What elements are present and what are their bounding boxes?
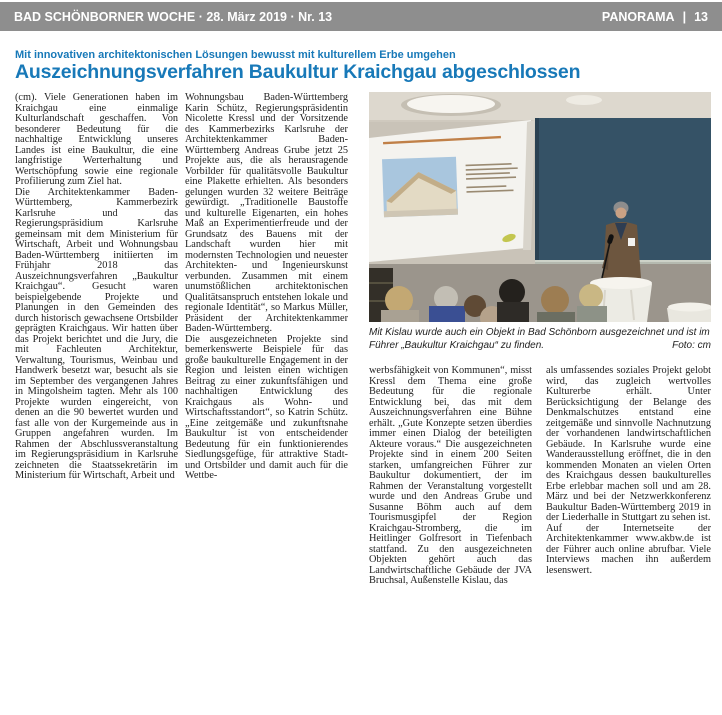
side-table	[667, 303, 711, 323]
paragraph: (cm). Viele Generationen haben im Kraichgau eine einmalige Kulturlandschaft geschaffen. Von besonderer Bedeutung für die nachhaltige Entwicklung unseres Landes ist eine Baukultur, die eine langfristige Werterhaltung und Wertschöpfung sowie eine regionale Profilierung zum Ziel hat.	[15, 92, 178, 187]
text-column-1	[15, 93, 178, 482]
paragraph: Die ausgezeichneten Projekte sind bemerkenswerte Beispiele für das große baukulturelle Engagement in der Region und leisten einen wichtigen Beitrag zu einer zukunftsfähigen und nachhaltigen Entwicklung des Kraichgaus als Wohn- und Wirtschaftsstandort“, so Katrin Schütz. „Eine zeitgemäße und zukunftsnahe Baukultur ist von entscheidender Bedeutung für ein funktionierendes Siedlungsgefüge, für attraktive Stadt- und Ortsbilder und damit auch für die Wettbe-	[185, 333, 348, 481]
header-separator: |	[682, 9, 687, 24]
paragraph: Wohnungsbau Baden-Württemberg Karin Schütz, Regierungspräsidentin Nicolette Kressl und der Vorsitzende des Kammerbezirks Karlsruhe der Architektenkammer Baden-Württemberg Andreas Grube jetzt 25 Projekte aus, die als herausragende Vorbilder für qualitätsvolle Baukultur eine Plakette erhielten. Als besonders gelungen wurden 32 weitere Beiträge gewürdigt. „Traditionelle Baustoffe und kulturelle Eigenarten, ein hohes Maß an Experimentierfreude und der Grundsatz des Bauens mit der Landschaft wurden hier mit modernsten Technologien und neuester Architekten- und Ingenieurskunst verbunden. Zusammen mit einem unumstößlichen architektonischen Qualitätsanspruch entstehen lokale und regionale Identität“, so Markus Müller, Präsident der Architektenkammer Baden-Württemberg.	[185, 92, 348, 334]
text-column-4	[546, 366, 711, 576]
slide-building-image	[382, 157, 458, 218]
text-column-3	[369, 366, 532, 587]
newspaper-title-date: BAD SCHÖNBORNER WOCHE · 28. März 2019 · Nr. 13	[14, 9, 333, 24]
page-number: 13	[694, 9, 708, 24]
photo-caption-text: Mit Kislau wurde auch ein Objekt in Bad Schönborn ausgezeichnet und ist im Führer „Baukultur Kraichgau“ zu finden.	[369, 327, 710, 351]
article-headline: Auszeichnungsverfahren Baukultur Kraichgau abgeschlossen	[15, 61, 581, 83]
article-kicker: Mit innovativen architektonischen Lösungen bewusst mit kulturellem Erbe umgehen	[15, 49, 456, 61]
paragraph: werbsfähigkeit von Kommunen“, misst Kressl dem Thema eine große Bedeutung für die regionale Entwicklung bei, das mit dem Auszeichnungsverfahren eine Bühne erhält. „Gute Konzepte setzen überdies immer einen Dialog der beteiligten Akteure voraus.“ Die ausgezeichneten Projekte sind in einem 200 Seiten starken, umfangreichen Führer zur Baukultur dokumentiert, der im Rahmen der Veranstaltung vorgestellt wurde und den Andreas Grube und Susanne Böhm auch auf dem Tourismusgipfel der Region Kraichgau-Stromberg, die im Heitlinger Golfresort in Tiefenbach stattfand. Zu den ausgezeichneten Objekten gehört auch das Landwirtschaftliche Gebäude der JVA Bruchsal, Außenstelle Kislau, das	[369, 365, 532, 586]
article-photo	[369, 92, 711, 322]
text-column-2	[185, 93, 348, 482]
photo-credit: Foto: cm	[672, 339, 711, 351]
section-name: PANORAMA	[601, 9, 675, 24]
paragraph: als umfassendes soziales Projekt gelobt wird, das zugleich wertvolles Kulturerbe erhält. Unter Berücksichtigung der Belange des Denkmalschutzes entstand eine zeitgemäße und sinnvolle Nachnutzung der vorhandenen landwirtschaftlichen Gebäude. In Karlsruhe wurde eine Wanderausstellung eröffnet, die in den kommenden Monaten an vielen Orten des Kraichgaus dessen baukulturelles Erbe erlebbar machen soll und am 28. März und bei der Netzwerkkonferenz Baukultur Baden-Württemberg 2019 in der Liederhalle in Stuttgart zu sehen ist.	[546, 365, 711, 523]
paragraph: Auf der Internetseite der Architektenkammer www.akbw.de ist der Führer auch online abrufbar. Viele Interviews machen ihn außerdem lesenswert.	[546, 522, 711, 576]
article-figure	[369, 92, 711, 352]
photo-caption	[369, 327, 711, 352]
page-header-bar	[0, 2, 722, 31]
paragraph: Die Architektenkammer Baden-Württemberg, Kammerbezirk Karlsruhe und das Regierungspräsidium Karlsruhe gemeinsam mit dem Ministerium für Wirtschaft, Arbeit und Wohnungsbau Baden-Württemberg initiierten im Frühjahr 2018 das Auszeichnungsverfahren „Baukultur Kraichgau“. Gesucht waren beispielgebende Projekte und Planungen in den Gemeinden des durch historisch gewachsene Ortsbilder geprägten Kraichgaus. Wir hatten über das Projekt berichtet und die Jury, die mit Fachleuten Architektur, Verwaltung, Tourismus, Weinbau und Handwerk besetzt war, besucht als sie im September des vergangenen Jahres in Mingolsheim tagten. Mehr als 100 Projekte wurden eingereicht, von denen an die 90 bewertet wurden und fast alle von der Kurgemeinde aus in Gruppen angefahren wurden. Im Rahmen der Abschlussveranstaltung im Regierungspräsidium in Karlsruhe zeichneten die Staatssekretärin im Ministerium für Wirtschaft, Arbeit und	[15, 186, 178, 481]
